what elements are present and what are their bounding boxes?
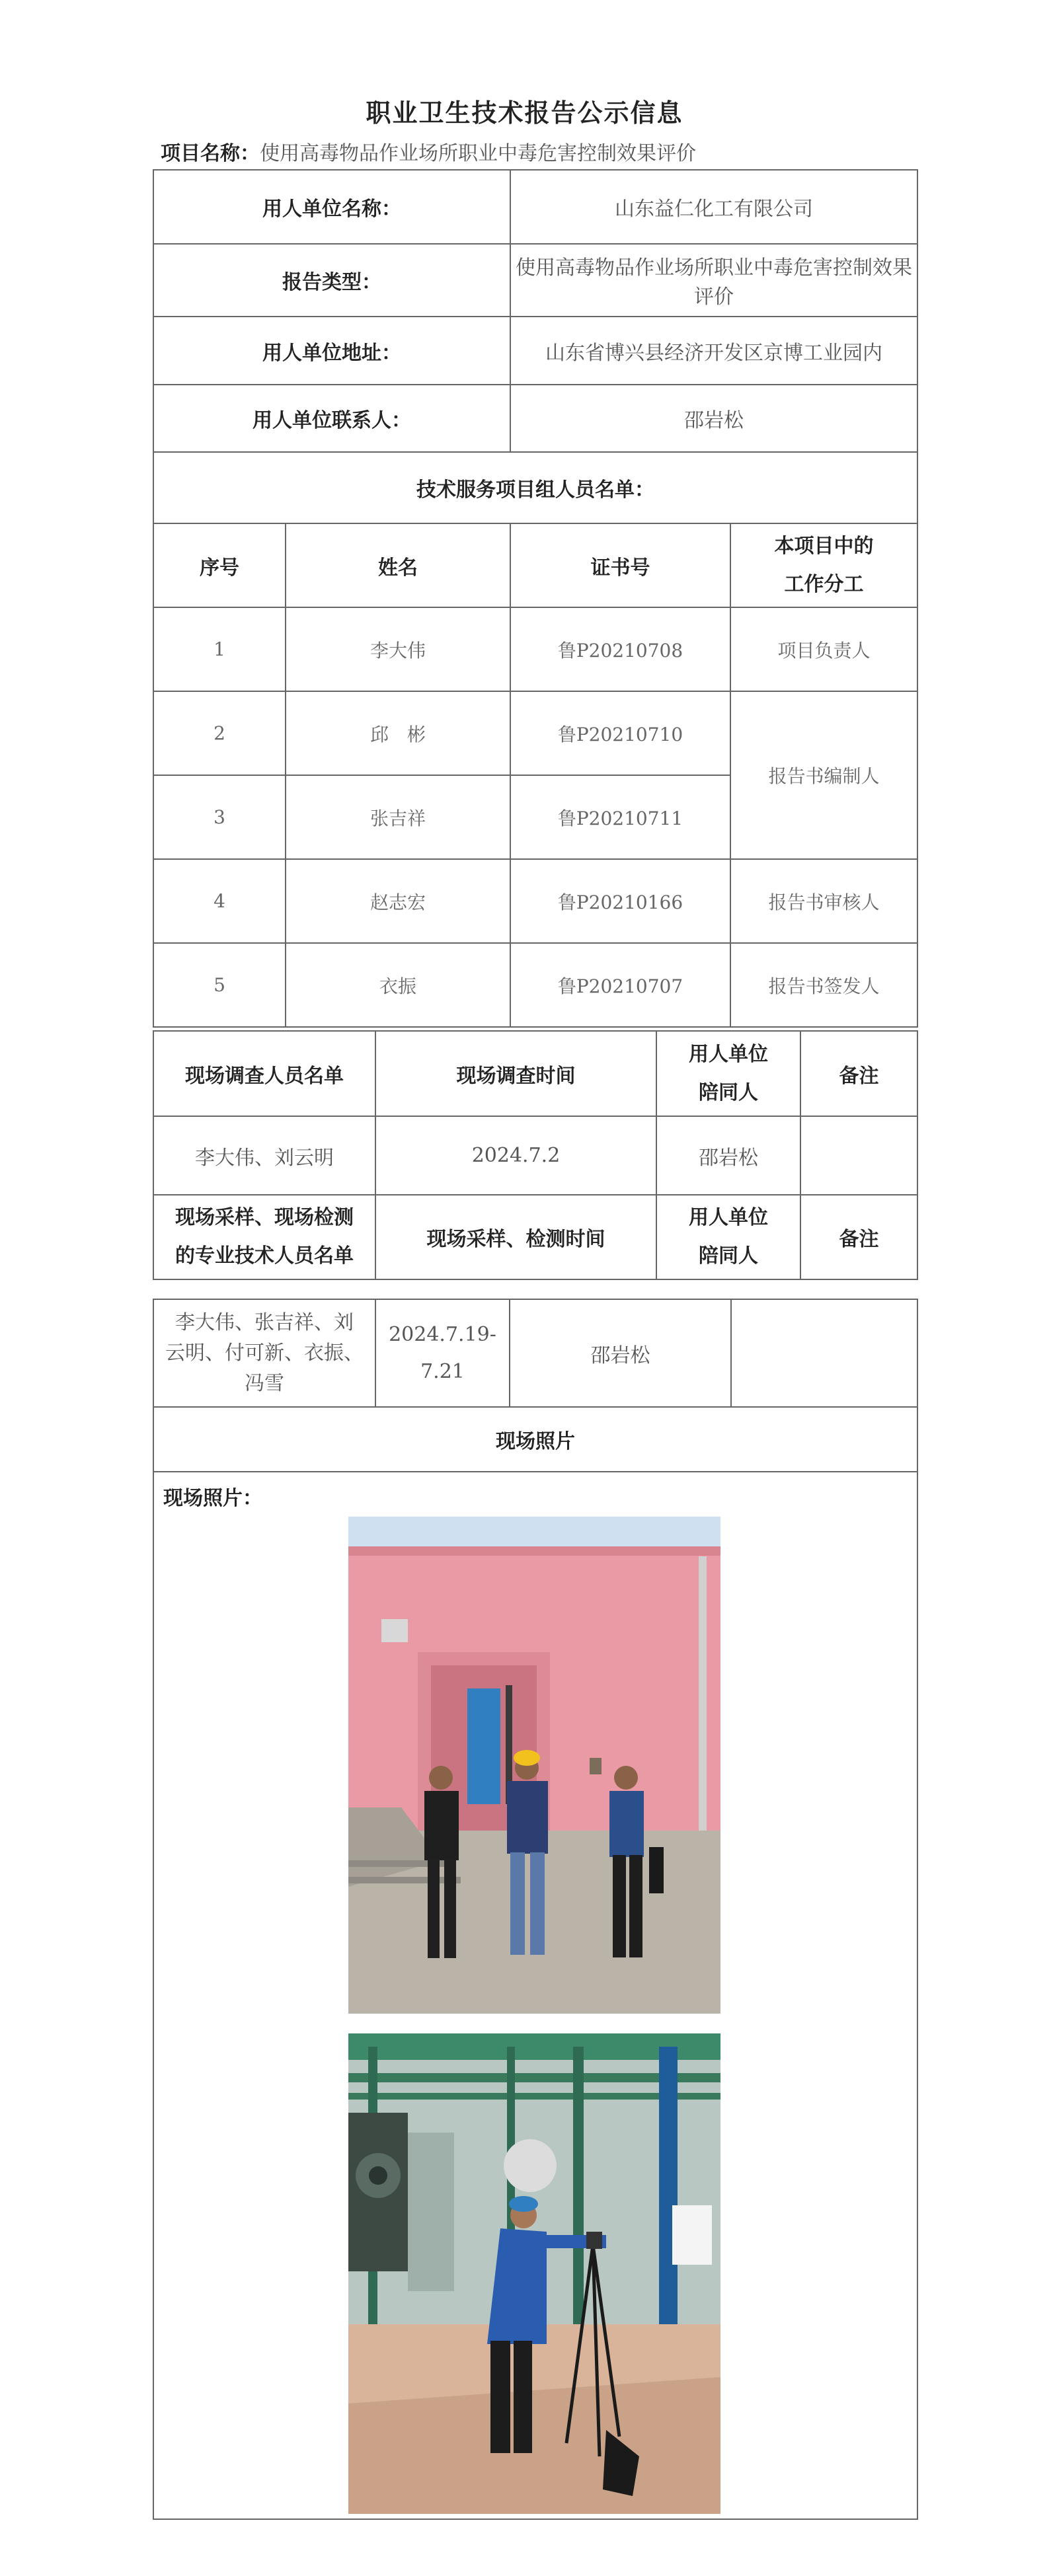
info-row-unit-name bbox=[153, 170, 917, 244]
survey-header-escort-line1: 用人单位 bbox=[689, 1042, 768, 1066]
sampling-header-people-line2: 的专业技术人员名单 bbox=[175, 1244, 354, 1268]
sampling-header-people bbox=[153, 1195, 375, 1279]
unit-name-value: 山东益仁化工有限公司 bbox=[510, 170, 917, 244]
survey-header-escort-line2: 陪同人 bbox=[699, 1080, 758, 1104]
team-heading: 技术服务项目组人员名单： bbox=[153, 452, 917, 523]
team-heading-row bbox=[153, 452, 917, 523]
row-role: 报告书审核人 bbox=[730, 859, 917, 943]
info-row-address bbox=[153, 317, 917, 385]
photos-label: 现场照片： bbox=[163, 1487, 262, 1510]
row-name: 衣振 bbox=[286, 943, 510, 1027]
row-name: 邱 彬 bbox=[286, 691, 510, 775]
contact-value: 邵岩松 bbox=[510, 385, 917, 452]
row-cert: 鲁P20210708 bbox=[510, 607, 730, 691]
site-photo-sampling bbox=[348, 2033, 720, 2514]
survey-table bbox=[153, 1030, 918, 1280]
col-header-role-line1: 本项目中的 bbox=[774, 534, 874, 558]
survey-header-people: 现场调查人员名单 bbox=[153, 1031, 375, 1116]
col-header-no: 序号 bbox=[153, 523, 286, 607]
row-role: 报告书签发人 bbox=[730, 943, 917, 1027]
sampling-header-row bbox=[153, 1195, 917, 1279]
survey-note bbox=[800, 1116, 917, 1195]
table-row bbox=[153, 859, 917, 943]
project-name-line bbox=[161, 137, 696, 166]
row-no: 3 bbox=[153, 775, 286, 859]
report-type-value: 使用高毒物品作业场所职业中毒危害控制效果评价 bbox=[510, 244, 917, 317]
sampling-people-line3: 冯雪 bbox=[245, 1371, 284, 1395]
page-title: 职业卫生技术报告公示信息 bbox=[366, 98, 683, 128]
col-header-name: 姓名 bbox=[286, 523, 510, 607]
photos-heading: 现场照片 bbox=[153, 1407, 917, 1472]
sampling-data-row bbox=[153, 1299, 917, 1407]
photos-heading-row bbox=[153, 1407, 917, 1472]
table-row bbox=[153, 607, 917, 691]
row-cert: 鲁P20210711 bbox=[510, 775, 730, 859]
col-header-cert: 证书号 bbox=[510, 523, 730, 607]
sampling-header-date: 现场采样、检测时间 bbox=[375, 1195, 656, 1279]
survey-escort: 邵岩松 bbox=[656, 1116, 800, 1195]
survey-data-row bbox=[153, 1116, 917, 1195]
sampling-header-escort-line2: 陪同人 bbox=[699, 1244, 758, 1268]
sampling-header-escort bbox=[656, 1195, 800, 1279]
row-cert: 鲁P20210166 bbox=[510, 859, 730, 943]
sampling-escort: 邵岩松 bbox=[510, 1299, 731, 1407]
team-header-row bbox=[153, 523, 917, 607]
info-row-contact bbox=[153, 385, 917, 452]
survey-header-date: 现场调查时间 bbox=[375, 1031, 656, 1116]
row-role: 项目负责人 bbox=[730, 607, 917, 691]
row-cert: 鲁P20210707 bbox=[510, 943, 730, 1027]
survey-people: 李大伟、刘云明 bbox=[153, 1116, 375, 1195]
sampling-people-line1: 李大伟、张吉祥、刘 bbox=[175, 1310, 354, 1334]
col-header-role bbox=[730, 523, 917, 607]
sampling-date-line1: 2024.7.19- bbox=[389, 1322, 496, 1346]
row-name: 赵志宏 bbox=[286, 859, 510, 943]
project-name-label: 项目名称： bbox=[161, 142, 260, 165]
survey-header-note: 备注 bbox=[800, 1031, 917, 1116]
contact-label: 用人单位联系人： bbox=[153, 385, 510, 452]
row-role: 报告书编制人 bbox=[730, 691, 917, 859]
site-photo-building bbox=[348, 1517, 720, 2014]
sampling-header-escort-line1: 用人单位 bbox=[689, 1206, 768, 1229]
sampling-date bbox=[375, 1299, 510, 1407]
table-row bbox=[153, 943, 917, 1027]
info-table bbox=[153, 169, 918, 1028]
row-no: 4 bbox=[153, 859, 286, 943]
row-no: 5 bbox=[153, 943, 286, 1027]
info-row-report-type bbox=[153, 244, 917, 317]
row-name: 张吉祥 bbox=[286, 775, 510, 859]
sampling-people bbox=[153, 1299, 375, 1407]
project-name-value: 使用高毒物品作业场所职业中毒危害控制效果评价 bbox=[260, 142, 696, 165]
survey-date: 2024.7.2 bbox=[375, 1116, 656, 1195]
row-no: 1 bbox=[153, 607, 286, 691]
table-row bbox=[153, 691, 917, 775]
row-cert: 鲁P20210710 bbox=[510, 691, 730, 775]
address-label: 用人单位地址： bbox=[153, 317, 510, 385]
sampling-date-line2: 7.21 bbox=[420, 1359, 465, 1383]
report-type-label: 报告类型： bbox=[153, 244, 510, 317]
address-value: 山东省博兴县经济开发区京博工业园内 bbox=[510, 317, 917, 385]
survey-header-escort bbox=[656, 1031, 800, 1116]
sampling-note bbox=[731, 1299, 917, 1407]
sampling-header-note: 备注 bbox=[800, 1195, 917, 1279]
sampling-people-line2: 云明、付可新、衣振、 bbox=[165, 1341, 364, 1365]
survey-header-row bbox=[153, 1031, 917, 1116]
unit-name-label: 用人单位名称： bbox=[153, 170, 510, 244]
sampling-header-people-line1: 现场采样、现场检测 bbox=[175, 1206, 354, 1229]
col-header-role-line2: 工作分工 bbox=[784, 572, 864, 596]
row-name: 李大伟 bbox=[286, 607, 510, 691]
row-no: 2 bbox=[153, 691, 286, 775]
